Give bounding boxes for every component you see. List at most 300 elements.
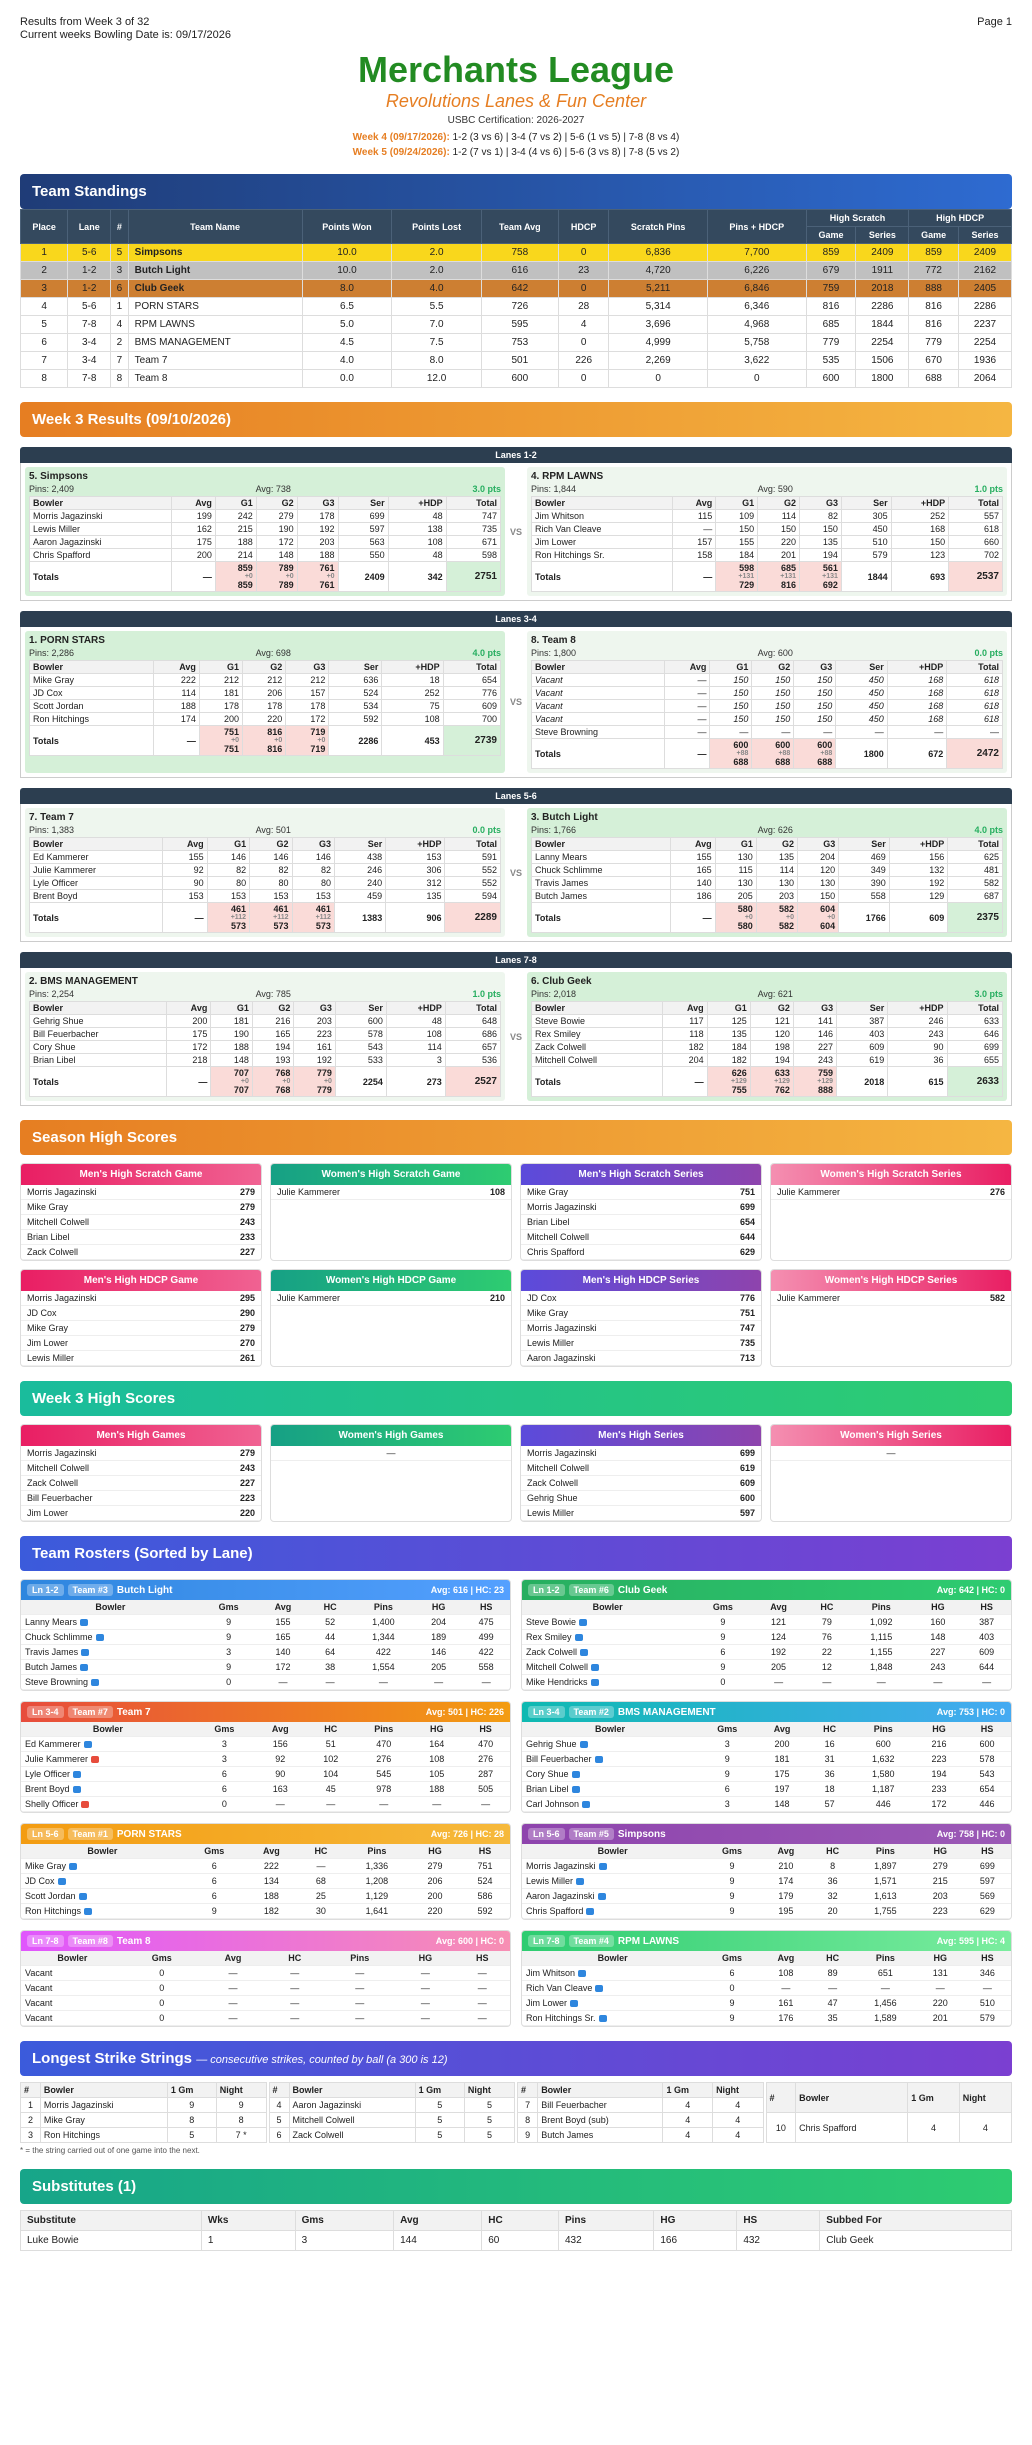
- bowler-cell: 132: [889, 864, 947, 877]
- bowler-cell: 648: [445, 1015, 500, 1028]
- roster-box: [521, 1701, 1012, 1813]
- totals-row: [30, 1067, 501, 1097]
- standings-cell: 616: [481, 262, 558, 280]
- bowler-row: [532, 510, 1003, 523]
- team-result-a: [25, 972, 505, 1101]
- roster-cell: 6: [698, 1782, 756, 1797]
- bowler-cell: 600: [335, 1015, 386, 1028]
- roster-cell: 215: [917, 1874, 964, 1889]
- bowler-cell: 168: [891, 523, 949, 536]
- bowler-cell: Vacant: [532, 700, 665, 713]
- bowler-row: [532, 523, 1003, 536]
- bowler-cell: 150: [752, 687, 794, 700]
- strike-col-header: 1 Gm: [167, 2083, 216, 2098]
- roster-cell: —: [811, 1981, 854, 1996]
- bowler-row: [532, 890, 1003, 903]
- bowler-cell: 150: [752, 700, 794, 713]
- bowler-cell: 582: [948, 877, 1003, 890]
- results-line: Results from Week 3 of 32: [20, 16, 150, 28]
- strike-cell: 7 *: [216, 2128, 266, 2143]
- roster-cell: 172: [915, 1797, 963, 1812]
- game-col-header: Avg: [166, 1002, 211, 1015]
- bowler-cell: 80: [207, 877, 249, 890]
- gender-icon: [80, 1664, 88, 1671]
- roster-cell: 182: [245, 1904, 299, 1919]
- bowler-cell: 138: [388, 523, 446, 536]
- high-score-row: [21, 1336, 261, 1351]
- roster-cell: 200: [410, 1889, 460, 1904]
- roster-row: [21, 1630, 510, 1645]
- roster-cell: 524: [460, 1874, 510, 1889]
- bowler-cell: JD Cox: [30, 687, 154, 700]
- standings-col-header: Place: [21, 210, 68, 244]
- roster-cell: 174: [761, 1874, 812, 1889]
- gender-icon: [575, 1634, 583, 1641]
- roster-col-header: Gms: [184, 1844, 245, 1859]
- roster-cell: 0: [124, 2011, 200, 2026]
- game-total-hdcp: 888: [818, 1085, 834, 1095]
- bowler-cell: 252: [891, 510, 949, 523]
- score: 654: [739, 1217, 755, 1227]
- game-total: 685: [781, 563, 797, 573]
- high-score-row: [271, 1185, 511, 1200]
- bowler-cell: Travis James: [532, 877, 671, 890]
- roster-cell: —: [454, 1996, 510, 2011]
- roster-row: [522, 1859, 1011, 1874]
- bowler-cell: 194: [750, 1054, 793, 1067]
- strike-col-header: #: [21, 2083, 41, 2098]
- roster-cell: 223: [917, 1904, 964, 1919]
- bowler-row: [532, 687, 1003, 700]
- bowler-cell: 188: [211, 1041, 253, 1054]
- subs-col-header: Pins: [558, 2211, 653, 2231]
- bowler-cell: 646: [947, 1028, 1002, 1041]
- strike-col-header: #: [269, 2083, 289, 2098]
- team-points: 0.0 pts: [974, 648, 1003, 658]
- bowler-row: [30, 851, 501, 864]
- bowler-cell: 200: [172, 549, 216, 562]
- bowler-cell: 150: [710, 674, 752, 687]
- roster-cell: —: [258, 1675, 309, 1690]
- standings-cell: 1: [111, 298, 128, 316]
- page-number: Page 1: [977, 16, 1012, 28]
- bowler-cell: 150: [752, 674, 794, 687]
- roster-cell: —: [323, 1966, 396, 1981]
- roster-cell: 206: [410, 1874, 460, 1889]
- game-total: 779: [316, 1068, 332, 1078]
- bowler-name: JD Cox: [27, 1308, 57, 1318]
- team-meta: [29, 989, 501, 999]
- game-col-header: Bowler: [532, 838, 671, 851]
- bowler-row: [532, 674, 1003, 687]
- standings-cell: 2: [111, 334, 128, 352]
- subs-col-header: Subbed For: [820, 2211, 1012, 2231]
- bowler-name: Chris Spafford: [527, 1247, 585, 1257]
- roster-col-header: Avg: [245, 1844, 299, 1859]
- game-total-hdcp: 580: [737, 921, 753, 931]
- game-total: 561: [822, 563, 838, 573]
- bowler-cell: 591: [445, 851, 501, 864]
- gender-icon: [586, 1908, 594, 1915]
- bowler-name: Zack Colwell: [27, 1247, 79, 1257]
- bowler-cell: 125: [707, 1015, 750, 1028]
- team-result-a: [25, 631, 505, 773]
- strike-cell: 9: [167, 2098, 216, 2113]
- game-total-hdcp: 789: [278, 580, 294, 590]
- bowler-cell: 438: [334, 851, 385, 864]
- bowler-cell: 552: [445, 864, 501, 877]
- bowler-cell: 165: [252, 1028, 294, 1041]
- roster-cell: 446: [851, 1797, 915, 1812]
- game-col-header: Total: [947, 661, 1003, 674]
- team-pill: Team #1: [68, 1828, 113, 1840]
- roster-col-header: Pins: [854, 1951, 917, 1966]
- roster-cell: 160: [914, 1615, 963, 1630]
- roster-cell: 597: [964, 1874, 1011, 1889]
- score: 279: [239, 1448, 255, 1458]
- roster-box: [20, 1823, 511, 1920]
- bowler-cell: 114: [758, 510, 800, 523]
- score: 227: [239, 1478, 255, 1488]
- high-score-box: [770, 1163, 1012, 1261]
- team-meta: [29, 648, 501, 658]
- gender-icon: [91, 1756, 99, 1763]
- game-col-header: G1: [199, 661, 242, 674]
- roster-cell: 9: [693, 1615, 752, 1630]
- roster-avg: Avg: 616 | HC: 23: [430, 1585, 504, 1595]
- roster-col-header: Pins: [344, 1844, 410, 1859]
- bowler-cell: —: [887, 726, 947, 739]
- bowler-cell: 141: [793, 1015, 836, 1028]
- roster-cell: Chuck Schlimme: [21, 1630, 200, 1645]
- bowler-cell: 687: [948, 890, 1003, 903]
- roster-cell: 654: [963, 1782, 1011, 1797]
- roster-cell: 179: [761, 1889, 812, 1904]
- roster-cell: Brent Boyd: [21, 1782, 195, 1797]
- roster-col-header: Pins: [849, 1600, 914, 1615]
- roster-row: [21, 1889, 510, 1904]
- standings-col-header: Game: [909, 227, 959, 244]
- bowler-cell: 215: [215, 523, 256, 536]
- roster-cell: 188: [245, 1889, 299, 1904]
- game-col-header: G1: [710, 661, 752, 674]
- bowler-row: [30, 1041, 501, 1054]
- roster-cell: 287: [461, 1767, 510, 1782]
- gender-icon: [80, 1619, 88, 1626]
- bowler-cell: 168: [887, 674, 947, 687]
- roster-box: [20, 1701, 511, 1813]
- totals-cell: —: [665, 739, 710, 769]
- game-total: 600: [817, 740, 833, 750]
- roster-cell: 89: [811, 1966, 854, 1981]
- roster-row: [522, 1767, 1011, 1782]
- standings-cell: 2254: [958, 334, 1011, 352]
- gender-icon: [84, 1908, 92, 1915]
- bowler-name: Mitchell Colwell: [27, 1217, 90, 1227]
- strike-header-row: [269, 2083, 515, 2098]
- standings-row: [21, 280, 1012, 298]
- roster-col-header: HS: [462, 1600, 510, 1615]
- bowler-row: [532, 713, 1003, 726]
- roster-cell: 148: [914, 1630, 963, 1645]
- bowler-cell: 175: [172, 536, 216, 549]
- standings-cell: 759: [806, 280, 856, 298]
- week-high-header: Week 3 High Scores: [20, 1381, 1012, 1416]
- bowler-cell: —: [665, 674, 710, 687]
- game-col-header: Ser: [334, 838, 385, 851]
- bowler-cell: 552: [445, 877, 501, 890]
- roster-cell: 36: [811, 1874, 854, 1889]
- roster-cell: 195: [761, 1904, 812, 1919]
- roster-cell: Ron Hitchings: [21, 1904, 184, 1919]
- roster-row: [522, 1874, 1011, 1889]
- bowler-cell: Mike Gray: [30, 674, 154, 687]
- game-table: [29, 837, 501, 933]
- roster-cell: Mike Hendricks: [522, 1675, 693, 1690]
- standings-col-header: #: [111, 210, 128, 244]
- score: 220: [239, 1508, 255, 1518]
- roster-col-header: Pins: [355, 1722, 412, 1737]
- bowler-cell: 240: [334, 877, 385, 890]
- roster-row: [522, 1981, 1011, 1996]
- high-score-row: [521, 1461, 761, 1476]
- standings-cell: 5,758: [707, 334, 806, 352]
- team-result-b: [527, 631, 1007, 773]
- totals-cell: —: [662, 1067, 707, 1097]
- game-table: [531, 496, 1003, 592]
- game-col-header: G1: [211, 1002, 253, 1015]
- score: 276: [989, 1187, 1005, 1197]
- gender-icon: [578, 1970, 586, 1977]
- standings-cell: 12.0: [392, 370, 481, 388]
- strike-col-header: 1 Gm: [908, 2083, 959, 2113]
- game-hdcp: +0: [323, 1078, 332, 1085]
- high-score-box: [270, 1163, 512, 1261]
- roster-cell: 1,208: [344, 1874, 410, 1889]
- team-points: 1.0 pts: [974, 484, 1003, 494]
- high-score-row: [521, 1491, 761, 1506]
- high-score-row: [521, 1245, 761, 1260]
- standings-cell: 758: [481, 244, 558, 262]
- team-name: 6. Club Geek: [531, 976, 592, 987]
- standings-cell: 0: [707, 370, 806, 388]
- totals-cell: 2537: [949, 562, 1003, 592]
- bowler-cell: Jim Lower: [532, 536, 673, 549]
- bowler-name: —: [386, 1448, 396, 1458]
- roster-cell: 422: [462, 1645, 510, 1660]
- bowler-name: —: [886, 1448, 896, 1458]
- game-col-header: G2: [758, 497, 800, 510]
- game-hdcp: +129: [817, 1078, 834, 1085]
- strike-cell: 4: [663, 2098, 713, 2113]
- team-pill: Team #3: [68, 1584, 113, 1596]
- bowler-cell: 90: [888, 1041, 947, 1054]
- roster-col-header: HG: [410, 1844, 460, 1859]
- high-score-row: [521, 1321, 761, 1336]
- roster-cell: 164: [412, 1737, 461, 1752]
- roster-col-header: Avg: [752, 1600, 804, 1615]
- standings-cell: 535: [806, 352, 856, 370]
- roster-cell: 1,571: [854, 1874, 917, 1889]
- strike-col-header: Night: [959, 2083, 1011, 2113]
- bowler-cell: Butch James: [532, 890, 671, 903]
- strike-row: [518, 2113, 764, 2128]
- bowler-cell: 212: [199, 674, 242, 687]
- totals-cell: [707, 1067, 750, 1097]
- bowler-cell: Steve Bowie: [532, 1015, 663, 1028]
- bowler-cell: 192: [294, 1054, 336, 1067]
- subs-row: [21, 2231, 1012, 2251]
- bowler-cell: 123: [891, 549, 949, 562]
- bowler-cell: 114: [386, 1041, 445, 1054]
- bowler-cell: 212: [243, 674, 286, 687]
- bowler-name: Brian Libel: [27, 1232, 70, 1242]
- roster-cell: —: [849, 1675, 914, 1690]
- roster-col-header: HC: [808, 1722, 852, 1737]
- roster-cell: 47: [811, 1996, 854, 2011]
- bowler-cell: Gehrig Shue: [30, 1015, 167, 1028]
- roster-team-name: Club Geek: [617, 1584, 668, 1596]
- game-total-hdcp: 582: [778, 921, 795, 931]
- bowler-name: Gehrig Shue: [527, 1493, 578, 1503]
- high-score-row: [521, 1291, 761, 1306]
- bowler-row: [532, 700, 1003, 713]
- roster-cell: 470: [355, 1737, 412, 1752]
- lane-pill: Ln 5-6: [528, 1828, 565, 1840]
- totals-row: [532, 562, 1003, 592]
- bowler-cell: 109: [716, 510, 758, 523]
- match-row: [20, 804, 1012, 942]
- game-hdcp: +0: [285, 573, 294, 580]
- totals-cell: [800, 562, 842, 592]
- bowler-cell: Jim Whitson: [532, 510, 673, 523]
- bowler-cell: 114: [153, 687, 199, 700]
- high-score-box: [20, 1269, 262, 1367]
- team-points: 4.0 pts: [974, 825, 1003, 835]
- score: 735: [739, 1338, 755, 1348]
- roster-header: [522, 1824, 1011, 1844]
- standings-cell: 7-8: [68, 370, 111, 388]
- bowler-cell: 242: [215, 510, 256, 523]
- totals-cell: 2739: [443, 726, 500, 756]
- roster-row: [522, 1752, 1011, 1767]
- roster-table: [522, 1844, 1011, 1919]
- bowler-name: Morris Jagazinski: [527, 1448, 597, 1458]
- bowler-cell: Ron Hitchings Sr.: [532, 549, 673, 562]
- bowler-cell: 120: [798, 864, 839, 877]
- strike-cell: 4: [959, 2113, 1011, 2143]
- roster-cell: 32: [811, 1889, 854, 1904]
- game-col-header: G3: [798, 838, 839, 851]
- game-col-header: G2: [252, 1002, 294, 1015]
- bowler-cell: 557: [949, 510, 1003, 523]
- standings-cell: 5: [21, 316, 68, 334]
- roster-row: [21, 2011, 510, 2026]
- roster-cell: Lanny Mears: [21, 1615, 200, 1630]
- bowler-cell: Vacant: [532, 687, 665, 700]
- game-total: 707: [233, 1068, 249, 1078]
- totals-cell: —: [162, 903, 207, 933]
- totals-cell: [793, 1067, 836, 1097]
- bowler-cell: Chris Spafford: [30, 549, 172, 562]
- bowler-cell: —: [836, 726, 887, 739]
- standings-cell: 670: [909, 352, 959, 370]
- high-score-row: [271, 1446, 511, 1461]
- bowler-row: [30, 864, 501, 877]
- totals-label: Totals: [30, 562, 172, 592]
- standings-cell: 6: [21, 334, 68, 352]
- roster-cell: 140: [258, 1645, 309, 1660]
- standings-cell: 0: [558, 334, 608, 352]
- game-header-row: [30, 838, 501, 851]
- strike-cell: 5: [415, 2128, 464, 2143]
- roster-cell: Lyle Officer: [21, 1767, 195, 1782]
- roster-cell: —: [266, 1996, 323, 2011]
- roster-cell: 79: [805, 1615, 849, 1630]
- roster-cell: 31: [808, 1752, 852, 1767]
- roster-cell: —: [917, 1981, 964, 1996]
- roster-cell: 131: [917, 1966, 964, 1981]
- high-score-row: [21, 1200, 261, 1215]
- roster-box: [521, 1930, 1012, 2027]
- roster-cell: 220: [917, 1996, 964, 2011]
- standings-cell: 0: [558, 370, 608, 388]
- score: 597: [739, 1508, 755, 1518]
- roster-cell: 586: [460, 1889, 510, 1904]
- strike-cell: Bill Feuerbacher: [538, 2098, 663, 2113]
- standings-col-header: Team Avg: [481, 210, 558, 244]
- bowler-name: Jim Lower: [27, 1338, 69, 1348]
- standings-cell: 4: [21, 298, 68, 316]
- totals-cell: 2254: [335, 1067, 386, 1097]
- roster-cell: —: [323, 1996, 396, 2011]
- standings-cell: 4,720: [609, 262, 707, 280]
- bowler-cell: 205: [715, 890, 756, 903]
- standings-col-header: Game: [806, 227, 856, 244]
- bowler-cell: 108: [386, 1028, 445, 1041]
- bowler-cell: 403: [837, 1028, 888, 1041]
- roster-cell: 134: [245, 1874, 299, 1889]
- roster-cell: 499: [462, 1630, 510, 1645]
- roster-cell: 470: [461, 1737, 510, 1752]
- bowler-cell: 3: [386, 1054, 445, 1067]
- gender-icon: [81, 1649, 89, 1656]
- score: 582: [989, 1293, 1005, 1303]
- team-pins: Pins: 1,844: [531, 484, 577, 494]
- strike-row: [269, 2113, 515, 2128]
- roster-table: [522, 1722, 1011, 1812]
- standings-cell: 816: [909, 298, 959, 316]
- team-avg: Avg: 738: [255, 484, 291, 494]
- roster-col-header: Avg: [258, 1600, 309, 1615]
- roster-cell: 192: [752, 1645, 804, 1660]
- roster-cell: 505: [461, 1782, 510, 1797]
- roster-cell: 172: [258, 1660, 309, 1675]
- bowler-cell: 146: [207, 851, 249, 864]
- roster-row: [21, 1645, 510, 1660]
- roster-cell: Butch James: [21, 1660, 200, 1675]
- roster-header-row: [21, 1600, 510, 1615]
- bowler-cell: 636: [329, 674, 382, 687]
- bowler-cell: 155: [162, 851, 207, 864]
- high-score-row: [21, 1291, 261, 1306]
- roster-col-header: HC: [306, 1722, 355, 1737]
- gender-icon: [576, 1878, 584, 1885]
- bowler-cell: 450: [836, 713, 887, 726]
- bowler-cell: 168: [887, 687, 947, 700]
- strike-string-table: [269, 2082, 516, 2143]
- score: 227: [239, 1247, 255, 1257]
